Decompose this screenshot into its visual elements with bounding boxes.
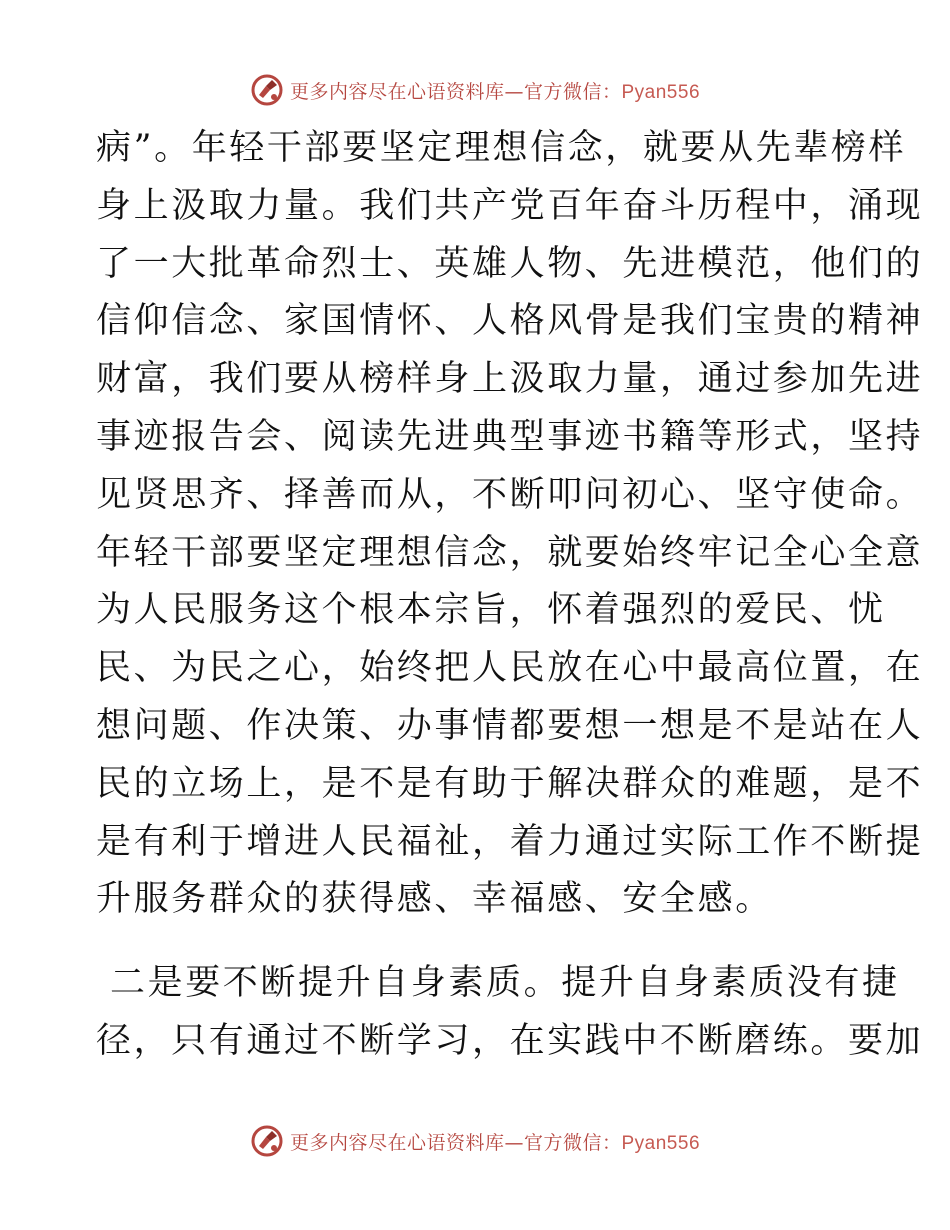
text-line: 事迹报告会、阅读先进典型事迹书籍等形式，坚持 (96, 416, 924, 457)
watermark-footer (0, 1123, 950, 1159)
watermark-header (0, 72, 950, 108)
text-line: 为人民服务这个根本宗旨，怀着强烈的爱民、忧 (96, 590, 886, 631)
watermark-text: 更多内容尽在心语资料库—官方微信：Pyan556 (289, 1131, 701, 1154)
text-line: 病”。年轻干部要坚定理想信念，就要从先辈榜样 (96, 128, 907, 168)
text-line: 径，只有通过不断学习，在实践中不断磨练。要加 (96, 1020, 924, 1061)
text-line: 财富，我们要从榜样身上汲取力量，通过参加先进 (96, 359, 924, 400)
book-pen-logo-icon (250, 73, 284, 107)
paragraph-1 (96, 120, 924, 929)
text-line: 年轻干部要坚定理想信念，就要始终牢记全心全意 (96, 532, 924, 573)
text-line: 是有利于增进人民福祉，着力通过实际工作不断提 (96, 821, 924, 862)
watermark-text: 更多内容尽在心语资料库—官方微信：Pyan556 (289, 80, 701, 103)
watermark-handle: Pyan556 (621, 81, 701, 103)
text-line: 身上汲取力量。我们共产党百年奋斗历程中，涌现 (96, 185, 924, 226)
text-line: 想问题、作决策、办事情都要想一想是不是站在人 (96, 705, 924, 746)
watermark-handle: Pyan556 (621, 1132, 701, 1154)
text-line: 信仰信念、家国情怀、人格风骨是我们宝贵的精神 (96, 301, 924, 342)
text-line: 民、为民之心，始终把人民放在心中最高位置，在 (96, 648, 924, 689)
text-line: 民的立场上，是不是有助于解决群众的难题，是不 (96, 763, 924, 804)
book-pen-logo-icon (250, 1124, 284, 1158)
paragraph-2 (96, 955, 924, 1071)
text-line: 二是要不断提升自身素质。提升自身素质没有捷 (110, 963, 900, 1003)
text-line: 见贤思齐、择善而从，不断叩问初心、坚守使命。 (96, 474, 924, 515)
text-line: 了一大批革命烈士、英雄人物、先进模范，他们的 (96, 243, 924, 284)
text-line: 升服务群众的获得感、幸福感、安全感。 (96, 879, 773, 920)
